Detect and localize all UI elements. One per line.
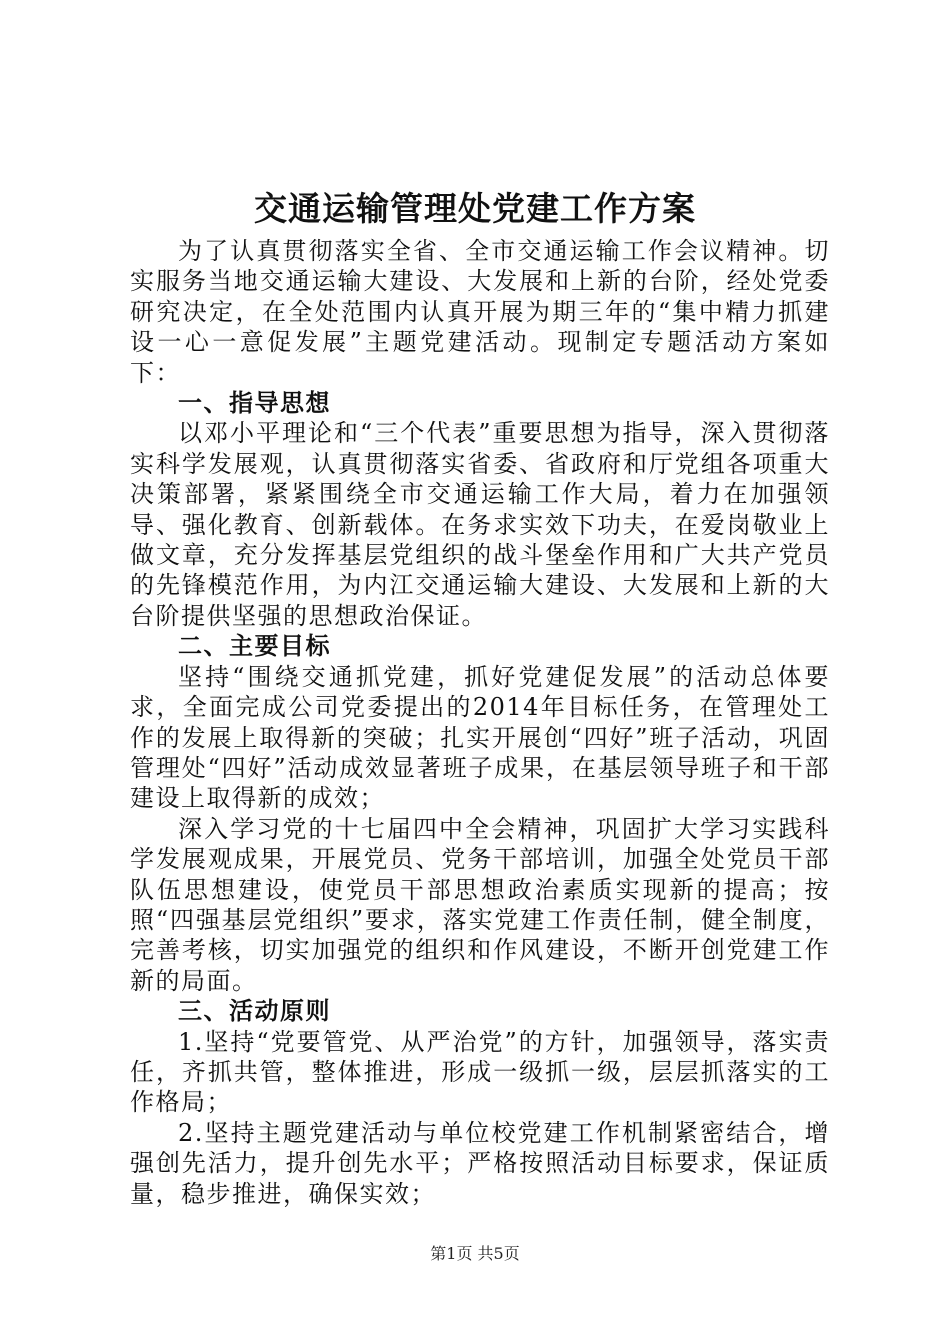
section-heading-main-goals: 二、主要目标 xyxy=(178,631,331,661)
document-title: 交通运输管理处党建工作方案 xyxy=(254,189,696,228)
guiding-ideology-paragraph: 以邓小平理论和“三个代表”重要思想为指导，深入贯彻落实科学发展观，认真贯彻落实省委、省政府和厅党组各项重大决策部署，紧紧围绕全市交通运输工作大局，着力在加强领导、强化教育、创新载体。在务求实效下功夫，在爱岗敬业上做文章，充分发挥基层党组织的战斗堡垒作用和广大共产党员的先锋模范作用，为内江交通运输大建设、大发展和上新的大台阶提供坚强的思想政治保证。 xyxy=(130,419,830,630)
document-body xyxy=(130,236,830,1209)
main-goals-paragraph-2: 深入学习党的十七届四中全会精神，巩固扩大学习实践科学发展观成果，开展党员、党务干部培训，加强全处党员干部队伍思想建设，使党员干部思想政治素质实现新的提高；按照“四强基层党组织”要求，落实党建工作责任制，健全制度，完善考核，切实加强党的组织和作风建设，不断开创党建工作新的局面。 xyxy=(130,814,830,995)
page-number-footer: 第1页 共5页 xyxy=(430,1244,520,1263)
section-heading-guiding-ideology: 一、指导思想 xyxy=(178,388,331,418)
principle-item-1: 1.坚持“党要管党、从严治党”的方针，加强领导，落实责任，齐抓共管，整体推进，形成一级抓一级，层层抓落实的工作格局； xyxy=(130,1027,830,1117)
section-heading-activity-principles: 三、活动原则 xyxy=(178,996,331,1026)
intro-paragraph: 为了认真贯彻落实全省、全市交通运输工作会议精神。切实服务当地交通运输大建设、大发展和上新的台阶，经处党委研究决定，在全处范围内认真开展为期三年的“集中精力抓建设一心一意促发展”主题党建活动。现制定专题活动方案如下： xyxy=(130,237,830,387)
principle-item-2: 2.坚持主题党建活动与单位校党建工作机制紧密结合，增强创先活力，提升创先水平；严格按照活动目标要求，保证质量，稳步推进，确保实效； xyxy=(130,1118,830,1208)
main-goals-paragraph-1: 坚持“围绕交通抓党建，抓好党建促发展”的活动总体要求，全面完成公司党委提出的2014年目标任务，在管理处工作的发展上取得新的突破；扎实开展创“四好”班子活动，巩固管理处“四好”活动成效显著班子成果，在基层领导班子和干部建设上取得新的成效； xyxy=(130,662,830,813)
